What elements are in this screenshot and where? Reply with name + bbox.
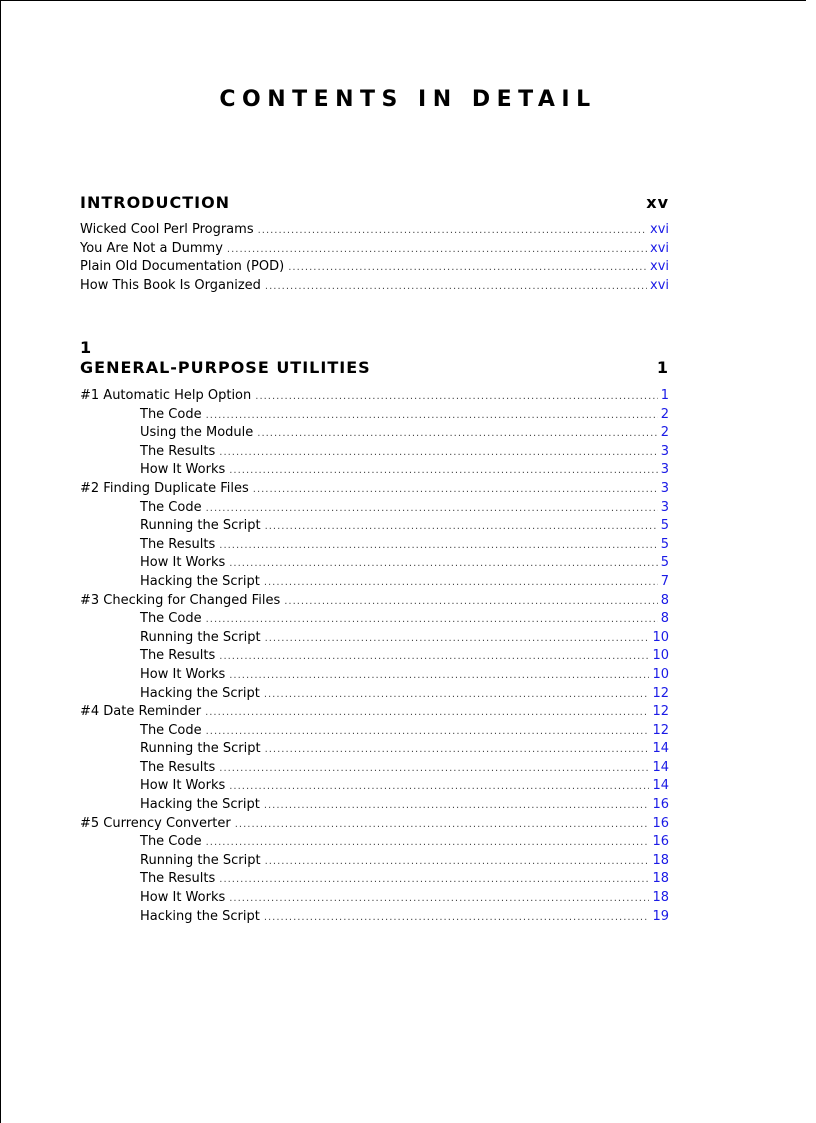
toc-entry-title: Hacking the Script	[140, 573, 260, 589]
toc-page-link[interactable]: 16	[652, 797, 669, 813]
toc-subentry[interactable]	[80, 871, 669, 890]
dot-leader	[265, 745, 650, 755]
toc-page-link[interactable]: 5	[660, 536, 669, 552]
toc-entry-title: Running the Script	[140, 852, 261, 868]
chapter-1-section	[80, 338, 669, 927]
dot-leader	[229, 559, 657, 569]
toc-entry-title: #5 Currency Converter	[80, 815, 231, 831]
toc-entry-title: The Results	[140, 648, 216, 664]
toc-entry-title: Using the Module	[140, 425, 254, 441]
toc-subentry[interactable]	[80, 555, 669, 574]
toc-page-link[interactable]: 16	[652, 834, 669, 850]
toc-page-link[interactable]: 12	[652, 722, 669, 738]
toc-entry-title: Hacking the Script	[140, 797, 260, 813]
toc-page-link[interactable]: 12	[652, 704, 669, 720]
toc-page-link[interactable]: 2	[660, 406, 669, 422]
toc-page-link[interactable]: 10	[652, 648, 669, 664]
dot-leader	[264, 913, 650, 923]
toc-entry[interactable]	[80, 241, 669, 260]
dot-leader	[265, 857, 650, 867]
toc-subentry[interactable]	[80, 425, 669, 444]
toc-entry-title: The Results	[140, 759, 216, 775]
dot-leader	[253, 485, 658, 495]
chapter-1-entries	[80, 388, 669, 927]
toc-entry[interactable]	[80, 222, 669, 241]
toc-subentry[interactable]	[80, 778, 669, 797]
dot-leader	[264, 801, 650, 811]
toc-entry-title: The Results	[140, 871, 216, 887]
toc-subentry[interactable]	[80, 518, 669, 537]
dot-leader	[229, 894, 649, 904]
dot-leader	[219, 875, 649, 885]
toc-subentry[interactable]	[80, 648, 669, 667]
toc-page-link[interactable]: xvi	[650, 277, 669, 293]
toc-entry-title: You Are Not a Dummy	[80, 240, 223, 256]
introduction-section	[80, 193, 669, 296]
toc-entry-title: Hacking the Script	[140, 908, 260, 924]
dot-leader	[265, 634, 650, 644]
toc-entry[interactable]	[80, 388, 669, 407]
toc-subentry[interactable]	[80, 741, 669, 760]
toc-page-link[interactable]: 1	[660, 388, 669, 403]
dot-leader	[206, 504, 658, 514]
toc-page-link[interactable]: 3	[660, 443, 669, 459]
dot-leader	[227, 245, 647, 255]
dot-leader	[206, 838, 650, 848]
toc-entry-title: How This Book Is Organized	[80, 277, 261, 293]
toc-entry-title: The Results	[140, 443, 216, 459]
dot-leader	[219, 448, 657, 458]
toc-page-link[interactable]: 18	[652, 890, 669, 906]
dot-leader	[284, 597, 658, 607]
toc-page-link[interactable]: 14	[652, 741, 669, 757]
toc-page-link[interactable]: 18	[652, 852, 669, 868]
toc-subentry[interactable]	[80, 686, 669, 705]
toc-page-link[interactable]: xvi	[650, 240, 669, 256]
toc-subentry[interactable]	[80, 630, 669, 649]
chapter-1-heading	[80, 358, 669, 377]
dot-leader	[264, 690, 650, 700]
toc-subentry[interactable]	[80, 890, 669, 909]
toc-entry-title: The Code	[140, 722, 202, 738]
toc-subentry[interactable]	[80, 574, 669, 593]
toc-subentry[interactable]	[80, 853, 669, 872]
toc-subentry[interactable]	[80, 407, 669, 426]
toc-entry-title: #1 Automatic Help Option	[80, 388, 252, 403]
dot-leader	[205, 708, 649, 718]
toc-subentry[interactable]	[80, 723, 669, 742]
toc-page-link[interactable]: 3	[660, 499, 669, 515]
toc-entry[interactable]	[80, 481, 669, 500]
toc-page-link[interactable]: 10	[652, 629, 669, 645]
toc-entry-title: The Code	[140, 406, 202, 422]
dot-leader	[229, 782, 649, 792]
toc-page-link[interactable]: 12	[652, 685, 669, 701]
toc-subentry[interactable]	[80, 462, 669, 481]
page-border-top	[0, 0, 806, 1]
toc-entry-title: Running the Script	[140, 629, 261, 645]
chapter-number: 1	[80, 338, 92, 357]
toc-entry-title: #3 Checking for Changed Files	[80, 592, 281, 608]
introduction-title: INTRODUCTION	[80, 193, 231, 212]
toc-page-link[interactable]: 2	[660, 425, 669, 441]
dot-leader	[264, 578, 658, 588]
toc-entry[interactable]	[80, 704, 669, 723]
toc-subentry[interactable]	[80, 500, 669, 519]
dot-leader	[265, 522, 658, 532]
toc-entry-title: Plain Old Documentation (POD)	[80, 259, 285, 275]
toc-entry-title: #4 Date Reminder	[80, 704, 202, 720]
toc-subentry[interactable]	[80, 834, 669, 853]
dot-leader	[219, 541, 657, 551]
toc-entry-title: #2 Finding Duplicate Files	[80, 480, 249, 496]
toc-entry-title: How It Works	[140, 462, 226, 478]
toc-subentry[interactable]	[80, 797, 669, 816]
toc-entry-title: How It Works	[140, 778, 226, 794]
dot-leader	[206, 411, 658, 421]
toc-subentry[interactable]	[80, 909, 669, 928]
toc-page-link[interactable]: xvi	[650, 222, 669, 237]
toc-subentry[interactable]	[80, 444, 669, 463]
toc-page-link[interactable]: 3	[660, 462, 669, 478]
toc-entry-title: Wicked Cool Perl Programs	[80, 222, 254, 237]
introduction-heading	[80, 193, 669, 212]
dot-leader	[219, 652, 649, 662]
toc-page-link[interactable]: 3	[660, 480, 669, 496]
toc-entry-title: The Code	[140, 611, 202, 627]
toc-page-link[interactable]: 8	[660, 611, 669, 627]
toc-page-link[interactable]: 7	[660, 573, 669, 589]
dot-leader	[229, 466, 657, 476]
dot-leader	[229, 671, 649, 681]
toc-entry-title: How It Works	[140, 555, 226, 571]
dot-leader	[235, 820, 650, 830]
toc-entry-title: How It Works	[140, 666, 226, 682]
toc-page-link[interactable]: 18	[652, 871, 669, 887]
chapter-1-page: 1	[656, 358, 669, 377]
toc-subentry[interactable]	[80, 537, 669, 556]
toc-entry-title: The Code	[140, 834, 202, 850]
toc-page-link[interactable]: 5	[660, 518, 669, 534]
toc-entry-title: The Code	[140, 499, 202, 515]
toc-entry[interactable]	[80, 278, 669, 297]
toc-entry-title: How It Works	[140, 890, 226, 906]
toc-page-link[interactable]: 14	[652, 759, 669, 775]
toc-subentry[interactable]	[80, 667, 669, 686]
dot-leader	[219, 764, 649, 774]
toc-page-link[interactable]: 14	[652, 778, 669, 794]
toc-entry-title: Hacking the Script	[140, 685, 260, 701]
toc-subentry[interactable]	[80, 760, 669, 779]
page-title: CONTENTS IN DETAIL	[219, 86, 597, 112]
toc-entry[interactable]	[80, 259, 669, 278]
toc-entry-title: The Results	[140, 536, 216, 552]
toc-entry[interactable]	[80, 593, 669, 612]
dot-leader	[255, 392, 657, 402]
dot-leader	[206, 615, 658, 625]
toc-page-link[interactable]: 8	[660, 592, 669, 608]
introduction-page: xv	[646, 193, 669, 212]
dot-leader	[206, 727, 650, 737]
toc-page-link[interactable]: 16	[652, 815, 669, 831]
toc-subentry[interactable]	[80, 611, 669, 630]
introduction-entries	[80, 222, 669, 296]
dot-leader	[257, 429, 657, 439]
dot-leader	[258, 226, 647, 236]
toc-entry[interactable]	[80, 816, 669, 835]
toc-page-link[interactable]: 19	[652, 908, 669, 924]
toc-page-link[interactable]: xvi	[650, 259, 669, 275]
toc-entry-title: Running the Script	[140, 518, 261, 534]
toc-page-link[interactable]: 10	[652, 666, 669, 682]
dot-leader	[265, 282, 647, 292]
toc-entry-title: Running the Script	[140, 741, 261, 757]
page-border-left	[0, 0, 1, 1123]
chapter-1-title: GENERAL-PURPOSE UTILITIES	[80, 358, 371, 377]
toc-page-link[interactable]: 5	[660, 555, 669, 571]
dot-leader	[288, 263, 647, 273]
